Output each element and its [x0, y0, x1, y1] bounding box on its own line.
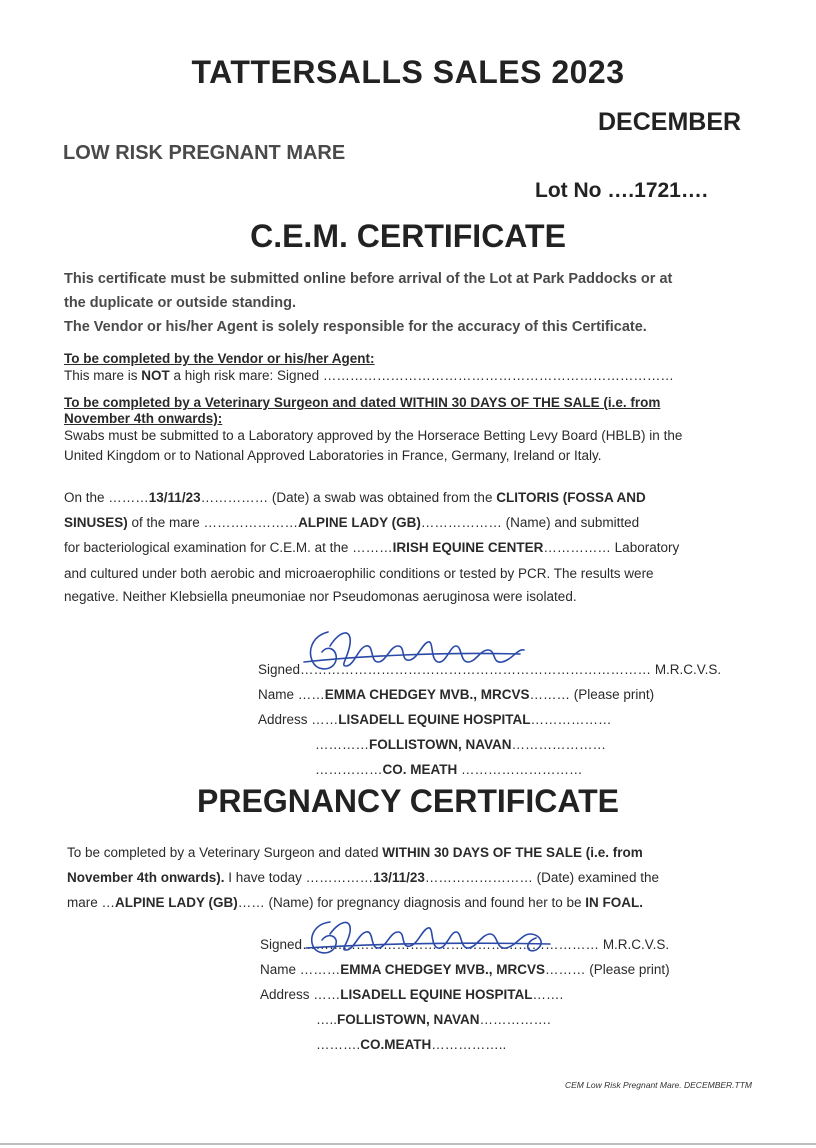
pregnancy-address-line-1: Address ……LISADELL EQUINE HOSPITAL……. — [260, 987, 564, 1002]
pregnancy-heading: PREGNANCY CERTIFICATE — [197, 783, 619, 819]
cem-line-1: On the ………13/11/23…………… (Date) a swab was obtained from the CLITORIS (FOSSA AND — [64, 490, 646, 505]
cem-name-line: Name ……EMMA CHEDGEY MVB., MRCVS……… (Please print) — [258, 687, 655, 702]
vendor-declaration: This mare is NOT a high risk mare: Signed …………………………………………………………………… — [64, 368, 674, 383]
scan-edge-divider — [0, 1143, 816, 1145]
footer-reference: CEM Low Risk Pregnant Mare. DECEMBER.TTM — [564, 1080, 752, 1090]
pregnancy-signed-line: Signed………………………………………………………… M.R.C.V.S. — [260, 937, 670, 952]
pregnancy-address-line-2: …..FOLLISTOWN, NAVAN……………. — [316, 1012, 551, 1027]
cem-signed-line: Signed…………………………………………………………………… M.R.C.V.S. — [258, 662, 722, 677]
vet-heading-line-1: To be completed by a Veterinary Surgeon and dated WITHIN 30 DAYS OF THE SALE (i.e. from — [64, 395, 661, 410]
document-title: TATTERSALLS SALES 2023 — [191, 54, 625, 90]
swab-instructions-line-2: United Kingdom or to National Approved Laboratories in France, Germany, Ireland or Italy. — [64, 448, 602, 463]
cem-address-line-2: …………FOLLISTOWN, NAVAN………………… — [315, 737, 606, 752]
swab-date: 13/11/23 — [148, 490, 201, 505]
vet-name: EMMA CHEDGEY MVB., MRCVS — [324, 687, 530, 702]
cem-line-2: SINUSES) of the mare …………………ALPINE LADY (GB)……………… (Name) and submitted — [64, 515, 640, 530]
vendor-heading: To be completed by the Vendor or his/her Agent: — [64, 351, 375, 366]
pregnancy-line-3: mare …ALPINE LADY (GB)…… (Name) for pregnancy diagnosis and found her to be IN FOAL. — [67, 895, 643, 910]
cem-intro-line-2: the duplicate or outside standing. — [64, 295, 297, 311]
laboratory-name: IRISH EQUINE CENTER — [392, 540, 544, 555]
lot-number: Lot No ….1721…. — [535, 179, 708, 202]
exam-date: 13/11/23 — [373, 870, 425, 885]
sale-month: DECEMBER — [598, 108, 742, 136]
cem-intro-line-3: The Vendor or his/her Agent is solely responsible for the accuracy of this Certificate. — [64, 319, 647, 335]
cem-line-3: for bacteriological examination for C.E.M. at the ………IRISH EQUINE CENTER…………… Laboratory — [64, 540, 680, 555]
cem-address-line-1: Address ……LISADELL EQUINE HOSPITAL……………… — [258, 712, 612, 727]
cem-intro-line-1: This certificate must be submitted online before arrival of the Lot at Park Paddocks or at — [64, 271, 673, 287]
pregnancy-name-line: Name ………EMMA CHEDGEY MVB., MRCVS……… (Please print) — [260, 962, 670, 977]
mare-category: LOW RISK PREGNANT MARE — [63, 142, 346, 164]
cem-address-line-3: ……………CO. MEATH ……………………… — [315, 762, 583, 777]
swab-instructions-line-1: Swabs must be submitted to a Laboratory approved by the Horserace Betting Levy Board (HBLB) in the — [64, 428, 683, 443]
cem-line-4: and cultured under both aerobic and microaerophilic conditions or tested by PCR. The results were — [64, 566, 654, 581]
pregnancy-signature — [300, 914, 570, 960]
vet-heading-line-2: November 4th onwards): — [64, 411, 223, 426]
pregnancy-result: IN FOAL. — [585, 895, 643, 910]
mare-name: ALPINE LADY (GB) — [298, 515, 421, 530]
pregnancy-address-line-3: ……….CO.MEATH…………….. — [316, 1037, 507, 1052]
cem-signature — [300, 622, 560, 684]
pregnancy-line-1: To be completed by a Veterinary Surgeon and dated WITHIN 30 DAYS OF THE SALE (i.e. from — [67, 845, 643, 860]
cem-line-5: negative. Neither Klebsiella pneumoniae nor Pseudomonas aeruginosa were isolated. — [64, 589, 577, 604]
pregnancy-line-2: November 4th onwards). I have today ……………13/11/23…………………… (Date) examined the — [67, 870, 659, 885]
cem-heading: C.E.M. CERTIFICATE — [250, 218, 566, 254]
